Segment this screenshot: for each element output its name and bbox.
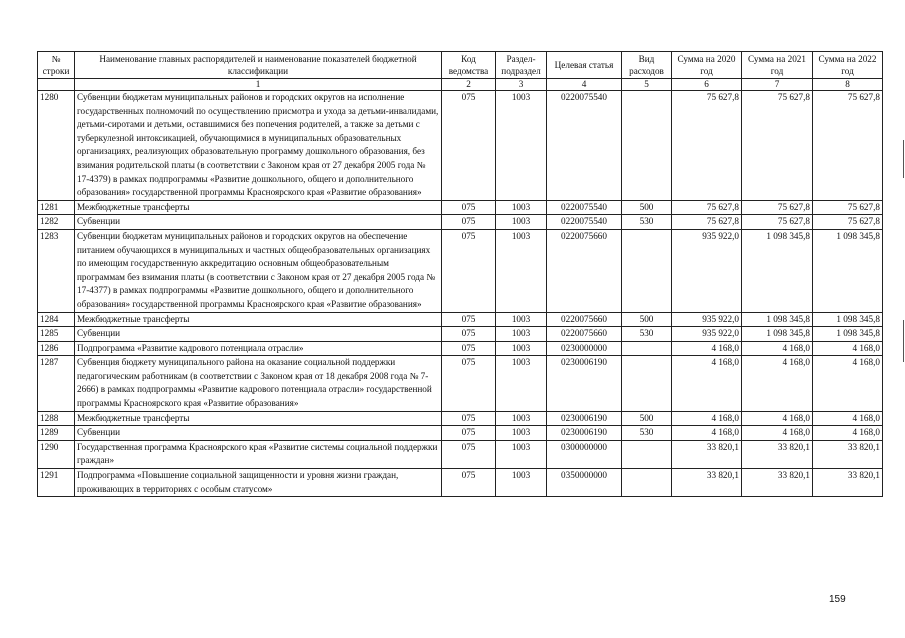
expense-type: 530 — [622, 426, 672, 441]
section-code: 1003 — [496, 327, 547, 342]
row-number: 1284 — [38, 312, 75, 327]
sum-2021: 75 627,8 — [742, 91, 813, 201]
column-number: 1 — [75, 79, 442, 91]
row-number: 1290 — [38, 440, 75, 468]
sum-2021: 4 168,0 — [742, 426, 813, 441]
table-row — [38, 426, 883, 441]
dept-code: 075 — [442, 91, 496, 201]
header-row-no: № строки — [38, 52, 75, 79]
section-code: 1003 — [496, 91, 547, 201]
target-code: 0220075540 — [547, 91, 622, 201]
column-number: 6 — [672, 79, 742, 91]
row-number: 1280 — [38, 91, 75, 201]
sum-2021: 1 098 345,8 — [742, 327, 813, 342]
column-number-row — [38, 79, 883, 91]
section-code: 1003 — [496, 426, 547, 441]
sum-2020: 935 922,0 — [672, 229, 742, 312]
row-name: Межбюджетные трансферты — [75, 200, 442, 215]
sum-2021: 1 098 345,8 — [742, 312, 813, 327]
sum-2022: 1 098 345,8 — [813, 327, 883, 342]
table-body — [38, 91, 883, 497]
target-code: 0230000000 — [547, 341, 622, 356]
table-row — [38, 91, 883, 201]
column-number: 5 — [622, 79, 672, 91]
dept-code: 075 — [442, 341, 496, 356]
expense-type — [622, 469, 672, 497]
section-code: 1003 — [496, 200, 547, 215]
header-expense-type: Вид расходов — [622, 52, 672, 79]
table-row — [38, 215, 883, 230]
dept-code: 075 — [442, 312, 496, 327]
expense-type — [622, 229, 672, 312]
table-row — [38, 440, 883, 468]
dept-code: 075 — [442, 411, 496, 426]
row-name: Межбюджетные трансферты — [75, 411, 442, 426]
row-number: 1289 — [38, 426, 75, 441]
row-number: 1285 — [38, 327, 75, 342]
sum-2020: 75 627,8 — [672, 91, 742, 201]
sum-2022: 4 168,0 — [813, 341, 883, 356]
dept-code: 075 — [442, 229, 496, 312]
row-name: Подпрограмма «Развитие кадрового потенциала отрасли» — [75, 341, 442, 356]
row-name: Субвенции — [75, 327, 442, 342]
sum-2020: 4 168,0 — [672, 356, 742, 411]
column-number: 2 — [442, 79, 496, 91]
sum-2021: 1 098 345,8 — [742, 229, 813, 312]
sum-2021: 33 820,1 — [742, 440, 813, 468]
row-name: Межбюджетные трансферты — [75, 312, 442, 327]
dept-code: 075 — [442, 356, 496, 411]
sum-2020: 75 627,8 — [672, 215, 742, 230]
sum-2021: 75 627,8 — [742, 215, 813, 230]
section-code: 1003 — [496, 341, 547, 356]
sum-2022: 33 820,1 — [813, 469, 883, 497]
sum-2020: 75 627,8 — [672, 200, 742, 215]
table-row — [38, 411, 883, 426]
target-code: 0230006190 — [547, 426, 622, 441]
expense-type: 500 — [622, 312, 672, 327]
budget-table — [37, 51, 883, 497]
table-row — [38, 312, 883, 327]
target-code: 0220075660 — [547, 229, 622, 312]
row-number: 1286 — [38, 341, 75, 356]
section-code: 1003 — [496, 312, 547, 327]
section-code: 1003 — [496, 440, 547, 468]
dept-code: 075 — [442, 469, 496, 497]
target-code: 0230006190 — [547, 411, 622, 426]
header-section: Раздел-подраздел — [496, 52, 547, 79]
row-name: Субвенция бюджету муниципального района на оказание социальной поддержки педагогическим работникам (в соответствии с Законом края от 18 декабря 2008 года № 7-2666) в рамках подпрограммы «Развитие кадрового потенциала отрасли» государственной программы Красноярского края «Развитие образования» — [75, 356, 442, 411]
row-name: Субвенции бюджетам муниципальных районов и городских округов на исполнение государственных полномочий по осуществлению присмотра и ухода за детьми-инвалидами, детьми-сиротами и детьми, оставшимися без попечения родителей, а также за детьми с туберкулезной интоксикацией, обучающимися в муниципальных образовательных организациях, реализующих образовательную программу дошкольного образования, без взимания родительской платы (в соответствии с Законом края от 27 декабря 2005 года № 17-4379) в рамках подпрограммы «Развитие дошкольного, общего и дополнительного образования» государственной программы Красноярского края «Развитие образования» — [75, 91, 442, 201]
row-name: Государственная программа Красноярского края «Развитие системы социальной поддержки граждан» — [75, 440, 442, 468]
sum-2022: 1 098 345,8 — [813, 229, 883, 312]
row-name: Субвенции — [75, 215, 442, 230]
expense-type: 530 — [622, 327, 672, 342]
section-code: 1003 — [496, 469, 547, 497]
sum-2020: 4 168,0 — [672, 411, 742, 426]
sum-2022: 4 168,0 — [813, 356, 883, 411]
sum-2020: 33 820,1 — [672, 469, 742, 497]
column-number: 3 — [496, 79, 547, 91]
table-row — [38, 229, 883, 312]
dept-code: 075 — [442, 327, 496, 342]
sum-2022: 33 820,1 — [813, 440, 883, 468]
sum-2021: 4 168,0 — [742, 411, 813, 426]
sum-2021: 75 627,8 — [742, 200, 813, 215]
table-row — [38, 356, 883, 411]
sum-2020: 935 922,0 — [672, 327, 742, 342]
expense-type — [622, 356, 672, 411]
sum-2020: 33 820,1 — [672, 440, 742, 468]
row-number: 1281 — [38, 200, 75, 215]
expense-type: 500 — [622, 411, 672, 426]
target-code: 0300000000 — [547, 440, 622, 468]
dept-code: 075 — [442, 440, 496, 468]
sum-2020: 4 168,0 — [672, 426, 742, 441]
sum-2021: 4 168,0 — [742, 356, 813, 411]
expense-type: 500 — [622, 200, 672, 215]
target-code: 0220075540 — [547, 200, 622, 215]
expense-type: 530 — [622, 215, 672, 230]
row-name: Субвенции бюджетам муниципальных районов и городских округов на обеспечение питанием обучающихся в муниципальных и частных общеобразовательных организациях по имеющим государственную аккредитацию основным общеобразовательным программам без взимания платы (в соответствии с Законом края от 27 декабря 2005 года № 17-4377) в рамках подпрограммы «Развитие дошкольного, общего и дополнительного образования» государственной программы Красноярского края «Развитие образования» — [75, 229, 442, 312]
sum-2022: 75 627,8 — [813, 215, 883, 230]
target-code: 0220075660 — [547, 327, 622, 342]
column-number: 7 — [742, 79, 813, 91]
target-code: 0230006190 — [547, 356, 622, 411]
table-row — [38, 200, 883, 215]
section-code: 1003 — [496, 229, 547, 312]
header-target: Целевая статья — [547, 52, 622, 79]
page-number: 159 — [829, 594, 846, 605]
sum-2020: 4 168,0 — [672, 341, 742, 356]
scan-edge-mark — [903, 320, 904, 362]
target-code: 0220075540 — [547, 215, 622, 230]
sum-2021: 4 168,0 — [742, 341, 813, 356]
row-number: 1288 — [38, 411, 75, 426]
sum-2022: 75 627,8 — [813, 200, 883, 215]
section-code: 1003 — [496, 215, 547, 230]
header-sum-2021: Сумма на 2021 год — [742, 52, 813, 79]
header-sum-2020: Сумма на 2020 год — [672, 52, 742, 79]
sum-2022: 75 627,8 — [813, 91, 883, 201]
header-name: Наименование главных распорядителей и наименование показателей бюджетной классификации — [75, 52, 442, 79]
row-number: 1287 — [38, 356, 75, 411]
sum-2021: 33 820,1 — [742, 469, 813, 497]
dept-code: 075 — [442, 200, 496, 215]
target-code: 0350000000 — [547, 469, 622, 497]
table-row — [38, 327, 883, 342]
document-page — [37, 51, 882, 497]
section-code: 1003 — [496, 356, 547, 411]
dept-code: 075 — [442, 426, 496, 441]
dept-code: 075 — [442, 215, 496, 230]
sum-2022: 4 168,0 — [813, 411, 883, 426]
column-number — [38, 79, 75, 91]
header-row — [38, 52, 883, 79]
sum-2022: 4 168,0 — [813, 426, 883, 441]
expense-type — [622, 91, 672, 201]
row-number: 1291 — [38, 469, 75, 497]
row-name: Субвенции — [75, 426, 442, 441]
column-number: 4 — [547, 79, 622, 91]
column-number: 8 — [813, 79, 883, 91]
table-row — [38, 341, 883, 356]
sum-2020: 935 922,0 — [672, 312, 742, 327]
table-row — [38, 469, 883, 497]
sum-2022: 1 098 345,8 — [813, 312, 883, 327]
target-code: 0220075660 — [547, 312, 622, 327]
row-name: Подпрограмма «Повышение социальной защищенности и уровня жизни граждан, проживающих в территориях с особым статусом» — [75, 469, 442, 497]
header-dept-code: Код ведомства — [442, 52, 496, 79]
expense-type — [622, 341, 672, 356]
scan-edge-mark — [903, 140, 904, 178]
header-sum-2022: Сумма на 2022 год — [813, 52, 883, 79]
expense-type — [622, 440, 672, 468]
row-number: 1282 — [38, 215, 75, 230]
section-code: 1003 — [496, 411, 547, 426]
row-number: 1283 — [38, 229, 75, 312]
